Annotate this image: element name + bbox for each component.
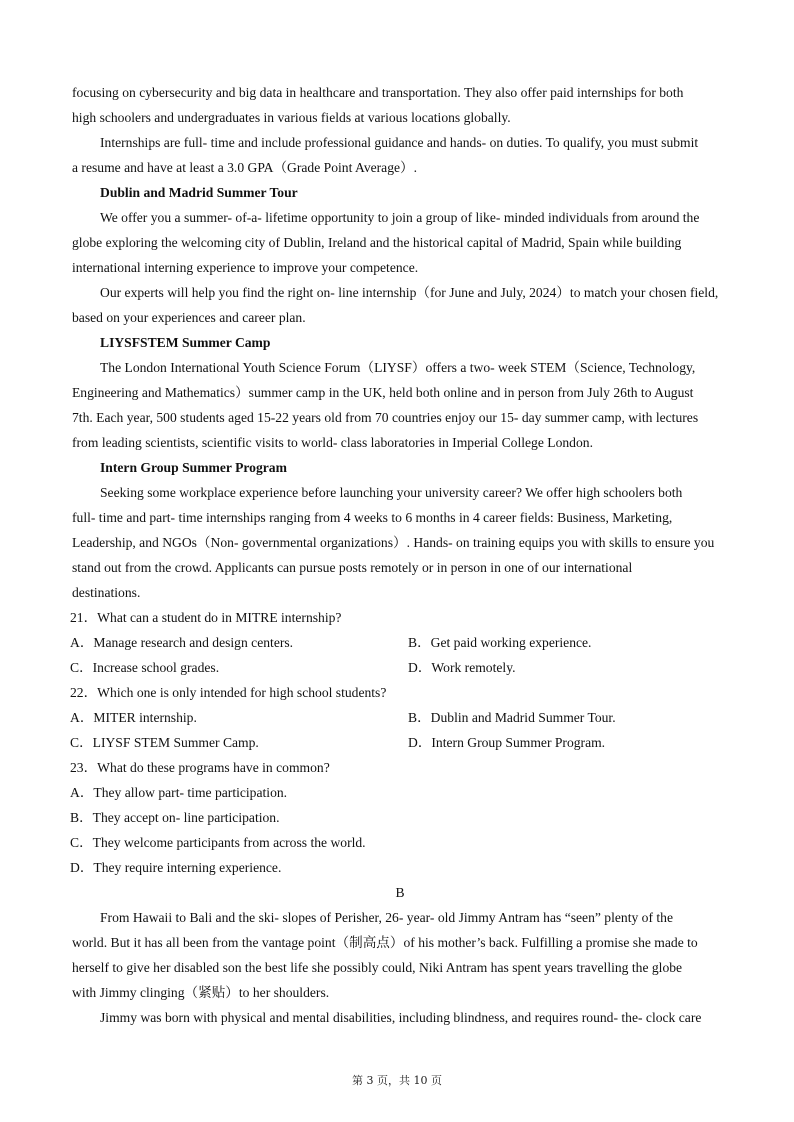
page-number-footer: 第 3 页，共 10 页	[352, 1074, 442, 1087]
text-line: globe exploring the welcoming city of Dublin, Ireland and the historical capital of Madrid, Spain while building	[72, 235, 682, 250]
text-line: 7th. Each year, 500 students aged 15-22 years old from 70 countries enjoy our 15- day summer camp, with lectures	[72, 410, 699, 425]
text-line: stand out from the crowd. Applicants can pursue posts remotely or in person in one of our international	[72, 560, 633, 575]
option-c: C．Increase school grades.	[70, 660, 220, 675]
text-line: The London International Youth Science Forum（LIYSF）offers a two- week STEM（Science, Technology,	[100, 360, 696, 375]
option-d: D．They require interning experience.	[70, 860, 282, 875]
text-line: international interning experience to improve your competence.	[72, 260, 419, 275]
paragraph-liysf	[72, 355, 728, 455]
text-line: herself to give her disabled son the best life she possibly could, Niki Antram has spent years travelling the globe	[72, 960, 683, 975]
text-line: Engineering and Mathematics）summer camp in the UK, held both online and in person from July 26th to August	[72, 385, 694, 400]
text-line: destinations.	[72, 585, 141, 600]
paragraph-mitre-continued	[72, 80, 728, 130]
option-d: D．Intern Group Summer Program.	[408, 735, 606, 750]
option-row	[70, 705, 728, 730]
option-b: B．They accept on- line participation.	[70, 810, 280, 825]
question-stem: 23．What do these programs have in common?	[70, 760, 330, 775]
text-line: Seeking some workplace experience before launching your university career? We offer high schoolers both	[100, 485, 683, 500]
text-line: a resume and have at least a 3.0 GPA（Grade Point Average）.	[72, 160, 418, 175]
question-stem: 22．Which one is only intended for high school students?	[70, 685, 387, 700]
document-page	[72, 80, 728, 1030]
section-label-b: B	[395, 885, 405, 900]
option-d: D．Work remotely.	[408, 660, 516, 675]
heading-liysf: LIYSFSTEM Summer Camp	[100, 335, 271, 350]
text-line: high schoolers and undergraduates in various fields at various locations globally.	[72, 110, 511, 125]
question-22	[72, 680, 728, 755]
text-line: Our experts will help you find the right on- line internship（for June and July, 2024）to match your chosen field,	[100, 285, 719, 300]
paragraph-internship-requirements	[72, 130, 728, 180]
text-line: world. But it has all been from the vantage point（制高点）of his mother’s back. Fulfilling a promise she made to	[72, 935, 698, 950]
text-line: full- time and part- time internships ranging from 4 weeks to 6 months in 4 career fields: Business, Marketing,	[72, 510, 673, 525]
paragraph-dublin-experts	[72, 280, 728, 330]
text-line: from leading scientists, scientific visits to world- class laboratories in Imperial College London.	[72, 435, 593, 450]
text-line: with Jimmy clinging（紧贴）to her shoulders.	[72, 985, 330, 1000]
option-b: B．Get paid working experience.	[408, 635, 592, 650]
heading-intern-group: Intern Group Summer Program	[100, 460, 287, 475]
question-23	[72, 755, 728, 880]
paragraph-dublin-intro	[72, 205, 728, 280]
text-line: based on your experiences and career plan.	[72, 310, 306, 325]
text-line: From Hawaii to Bali and the ski- slopes of Perisher, 26- year- old Jimmy Antram has “seen” plenty of the	[100, 910, 674, 925]
option-c: C．They welcome participants from across the world.	[70, 835, 366, 850]
question-stem: 21．What can a student do in MITRE internship?	[70, 610, 342, 625]
option-b: B．Dublin and Madrid Summer Tour.	[408, 710, 616, 725]
text-line: Jimmy was born with physical and mental disabilities, including blindness, and requires round- the- clock care	[100, 1010, 702, 1025]
option-a: A．Manage research and design centers.	[70, 635, 294, 650]
option-c: C．LIYSF STEM Summer Camp.	[70, 735, 259, 750]
paragraph-jimmy-intro	[72, 905, 728, 1005]
option-row	[70, 655, 728, 680]
heading-dublin-madrid: Dublin and Madrid Summer Tour	[100, 185, 298, 200]
option-row	[70, 730, 728, 755]
option-a: A．MITER internship.	[70, 710, 197, 725]
option-row	[70, 630, 728, 655]
text-line: Internships are full- time and include professional guidance and hands- on duties. To qualify, you must submit	[100, 135, 699, 150]
text-line: Leadership, and NGOs（Non- governmental organizations）. Hands- on training equips you with skills to ensure you	[72, 535, 715, 550]
paragraph-intern-group	[72, 480, 728, 605]
paragraph-jimmy-born	[72, 1005, 728, 1030]
text-line: focusing on cybersecurity and big data in healthcare and transportation. They also offer paid internships for both	[72, 85, 684, 100]
text-line: We offer you a summer- of-a- lifetime opportunity to join a group of like- minded individuals from around the	[100, 210, 700, 225]
question-21	[72, 605, 728, 680]
option-a: A．They allow part- time participation.	[70, 785, 288, 800]
